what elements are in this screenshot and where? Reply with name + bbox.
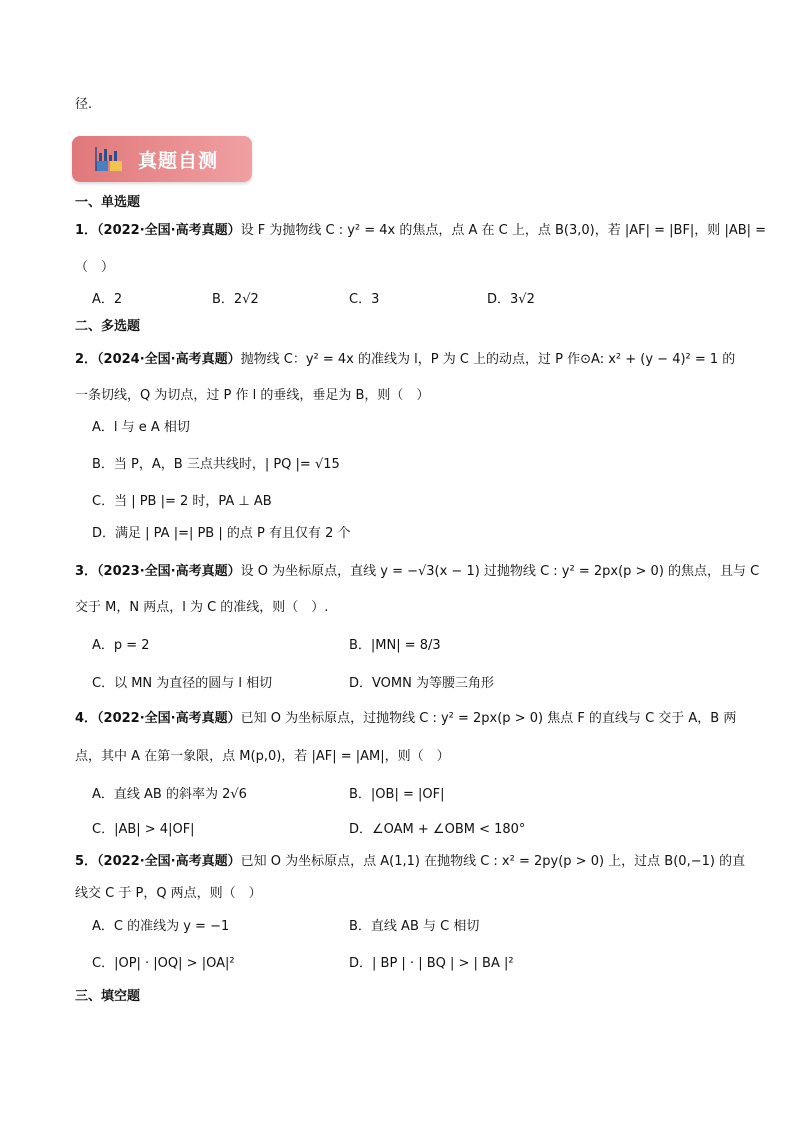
q1-option-a: A．2 [92,292,123,307]
q2-option-d: D．满足 | PA |=| PB | 的点 P 有且仅有 2 个 [92,526,351,541]
q1-option-b: B．2√2 [212,292,259,307]
question-number: 3． [75,564,98,579]
question-number: 4． [75,711,98,726]
question-text: 设 F 为抛物线 C : y² = 4x 的焦点，点 A 在 C 上，点 B(3,0)，若 |AF| = |BF|，则 |AB| = [240,223,767,238]
q2-option-c: C．当 | PB |= 2 时，PA ⊥ AB [92,494,272,509]
q2-option-a: A．l 与 e A 相切 [92,420,190,435]
question-text: 已知 O 为坐标原点，过抛物线 C : y² = 2px(p > 0) 焦点 F 的直线与 C 交于 A，B 两 [240,711,737,726]
question-source: （2023·全国·高考真题） [97,564,241,579]
question-1-stem [75,222,766,240]
question-3-stem-line1 [75,563,759,581]
question-4-stem-line2: 点，其中 A 在第一象限，点 M(p,0)，若 |AF| = |AM|，则（ ） [75,749,450,764]
section-multiple-choice: 二、多选题 [75,319,141,334]
q4-option-a: A．直线 AB 的斜率为 2√6 [92,787,247,802]
question-4-stem-line1 [75,710,736,728]
q5-option-b: B．直线 AB 与 C 相切 [349,919,480,934]
question-2-stem-line2: 一条切线，Q 为切点，过 P 作 l 的垂线，垂足为 B，则（ ） [75,388,430,403]
question-number: 2． [75,352,98,367]
question-text: 已知 O 为坐标原点，点 A(1,1) 在抛物线 C : x² = 2py(p > 0) 上，过点 B(0,−1) 的直 [240,854,746,869]
question-source: （2022·全国·高考真题） [97,711,241,726]
banner-title: 真题自测 [138,150,219,172]
question-source: （2024·全国·高考真题） [97,352,241,367]
q4-option-b: B．|OB| = |OF| [349,787,445,802]
q4-option-d: D．∠OAM + ∠OBM < 180° [349,822,526,837]
question-5-stem-line2: 线交 C 于 P，Q 两点，则（ ） [75,886,262,901]
question-source: （2022·全国·高考真题） [97,854,241,869]
q3-option-a: A．p = 2 [92,638,150,653]
q3-option-b: B．|MN| = 8/3 [349,638,441,653]
question-1-paren: （ ） [75,260,115,275]
q1-option-d: D．3√2 [487,292,535,307]
section-banner [72,136,252,182]
q3-option-d: D．VOMN 为等腰三角形 [349,676,494,691]
question-2-stem-line1 [75,351,735,369]
section-fill-blank: 三、填空题 [75,989,141,1004]
question-source: （2022·全国·高考真题） [97,223,241,238]
question-text: 设 O 为坐标原点，直线 y = −√3(x − 1) 过抛物线 C : y² = 2px(p > 0) 的焦点，且与 C [240,564,760,579]
question-5-stem-line1 [75,853,745,871]
q3-option-c: C．以 MN 为直径的圆与 l 相切 [92,676,273,691]
q2-option-b: B．当 P，A，B 三点共线时，| PQ |= √15 [92,457,340,472]
q5-option-d: D．| BP | · | BQ | > | BA |² [349,956,514,971]
question-text: 抛物线 C：y² = 4x 的准线为 l，P 为 C 上的动点，过 P 作⊙A: x² + (y − 4)² = 1 的 [240,352,736,367]
q1-option-c: C．3 [349,292,380,307]
q5-option-a: A．C 的准线为 y = −1 [92,919,230,934]
section-single-choice: 一、单选题 [75,195,141,210]
q5-option-c: C．|OP| · |OQ| > |OA|² [92,956,235,971]
question-number: 5． [75,854,98,869]
question-number: 1． [75,223,98,238]
top-fragment: 径. [75,97,93,112]
book-chart-icon [94,144,124,174]
question-3-stem-line2: 交于 M，N 两点，l 为 C 的准线，则（ ）. [75,600,329,615]
q4-option-c: C．|AB| > 4|OF| [92,822,195,837]
